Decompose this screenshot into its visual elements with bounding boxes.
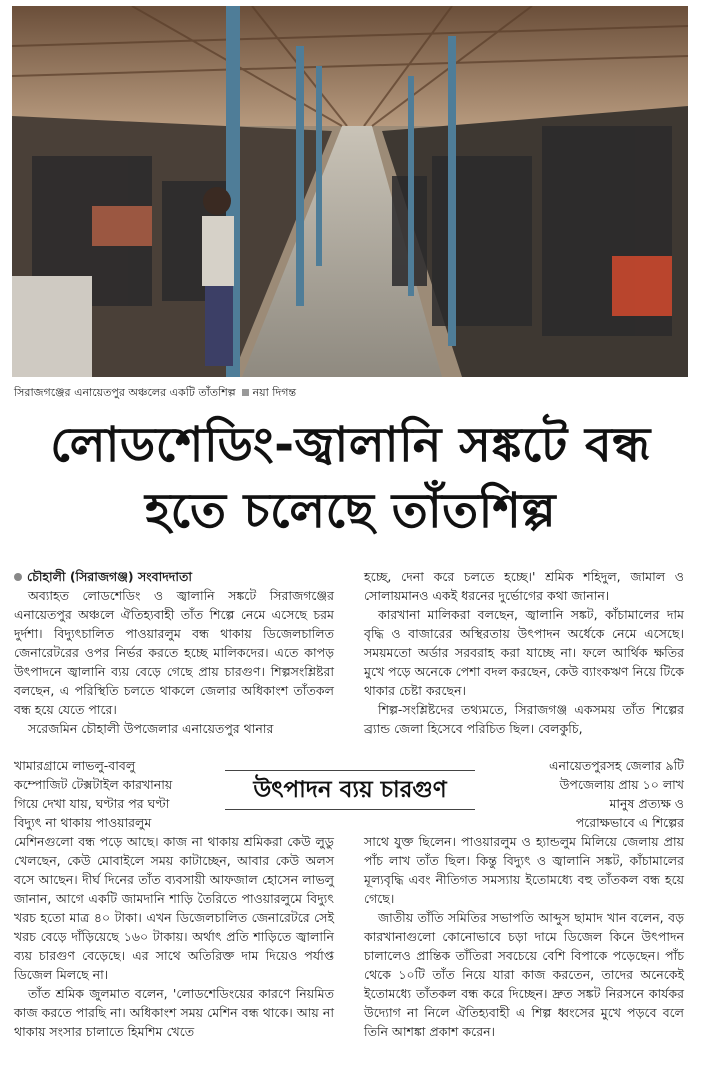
right-fragment-e: পরোক্ষভাবে এ শিল্পের bbox=[575, 815, 684, 830]
photo-caption bbox=[14, 384, 296, 403]
headline-line-2: হতে চলেছে তাঁতশিল্প bbox=[144, 483, 557, 539]
byline-text: চৌহালী (সিরাজগঞ্জ) সংবাদদাতা bbox=[27, 569, 192, 584]
left-paragraph-2-rest: মেশিনগুলো বন্ধ পড়ে আছে। কাজ না থাকায় শ্রমিকরা কেউ লুডু খেলছেন, কেউ মোবাইলে সময় কাটাচ্ছেন, আবার কেউ অলস বসে আছেন। দীর্ঘ দিনের তাঁত ব্যবসায়ী আফজাল হোসেন লাভলু জানান, আগে একটি জামদানি শাড়ি তৈরিতে পাওয়ারলুমে বিদ্যুৎ খরচ হতো মাত্র ৪০ টাকা। এখন ডিজেলচালিত জেনারেটরে সেই খরচ বেড়ে দাঁড়িয়েছে ১৬০ টাকায়। অর্থাৎ প্রতি শাড়িতে জ্বালানি ব্যয় চারগুণ বেড়েছে। এর সাথে অতিরিক্ত দাম দিয়েও পর্যাপ্ত ডিজেল মিলছে না। bbox=[14, 834, 334, 982]
left-fragment-e: বিদ্যুৎ না থাকায় পাওয়ারলুম bbox=[14, 815, 152, 830]
right-column-bottom bbox=[364, 832, 684, 1041]
caption-text: সিরাজগঞ্জের এনায়েতপুর অঞ্চলের একটি তাঁতশিল্প bbox=[14, 386, 236, 399]
left-fragment-d: গিয়ে দেখা যায়, ঘণ্টার পর ঘণ্টা bbox=[14, 796, 170, 811]
right-paragraph-2a: শিল্প-সংশ্লিষ্টদের তথ্যমতে, সিরাজগঞ্জ একসময় তাঁত শিল্পের ব্র্যান্ড জেলা হিসেবে পরিচিত ছিল। বেলকুচি, bbox=[364, 702, 684, 736]
left-paragraph-2a: সরেজমিন চৌহালী উপজেলার এনায়েতপুর থানার bbox=[28, 721, 274, 736]
left-fragment-b: খামারগ্রামে লাভলু-বাবলু bbox=[14, 758, 136, 773]
right-paragraph-0: হচ্ছে, দেনা করে চলতে হচ্ছে।' শ্রমিক শহিদুল, জামাল ও সোলায়মানও একই ধরনের দুর্ভোগের কথা জানান। bbox=[364, 569, 684, 603]
photo-credit: নয়া দিগন্ত bbox=[252, 386, 297, 399]
headline bbox=[0, 412, 701, 544]
left-fragment-c: কম্পোজিট টেক্সটাইল কারখানায় bbox=[14, 777, 173, 792]
right-fragment-b: এনায়েতপুরসহ জেলার ৯টি bbox=[548, 758, 684, 773]
right-fragment-d: মানুষ প্রত্যক্ষ ও bbox=[609, 796, 684, 811]
left-paragraph-3: তাঁত শ্রমিক জুলমাত বলেন, 'লোডশেডিংয়ের কারণে নিয়মিত কাজ করতে পারছি না। অধিকাংশ সময় মেশিন বন্ধ থাকে। আয় না থাকায় সংসার চালাতে হিমশিম খেতে bbox=[14, 986, 334, 1039]
headline-line-1: লোডশেডিং-জ্বালানি সঙ্কটে বন্ধ bbox=[50, 417, 651, 473]
left-column-top bbox=[14, 567, 334, 738]
right-paragraph-2-rest: সাথে যুক্ত ছিলেন। পাওয়ারলুম ও হ্যান্ডলুম মিলিয়ে জেলায় প্রায় পাঁচ লাখ তাঁত ছিল। কিন্তু বিদ্যুৎ ও জ্বালানি সঙ্কট, কাঁচামালের মূল্যবৃদ্ধি এবং নীতিগত সমস্যায় ইতোমধ্যে বহু তাঁতকল বন্ধ হয়ে গেছে। bbox=[364, 834, 684, 906]
right-fragment-c: উপজেলায় প্রায় ১০ লাখ bbox=[559, 777, 684, 792]
right-paragraph-1: কারখানা মালিকরা বলছেন, জ্বালানি সঙ্কট, কাঁচামালের দাম বৃদ্ধি ও বাজারের অস্থিরতায় উৎপাদন অর্ধেকে নেমে এসেছে। সময়মতো অর্ডার সরবরাহ করা যাচ্ছে না। ফলে আর্থিক ক্ষতির মুখে পড়ে অনেকে পেশা বদল করছেন, কেউ ব্যাংকঋণ নিয়ে টিকে থাকার চেষ্টা করছেন। bbox=[364, 607, 684, 698]
left-column-bottom bbox=[14, 832, 334, 1041]
byline bbox=[14, 567, 334, 586]
square-icon bbox=[242, 389, 249, 396]
factory-photo bbox=[12, 6, 688, 377]
right-column-top bbox=[364, 567, 684, 738]
left-paragraph-1: অব্যাহত লোডশেডিং ও জ্বালানি সঙ্কটে সিরাজগঞ্জের এনায়েতপুর অঞ্চলে ঐতিহ্যবাহী তাঁত শিল্পে নেমে এসেছে চরম দুর্দশা। বিদ্যুৎচালিত পাওয়ারলুম বন্ধ থাকায় ডিজেলচালিত জেনারেটরের ওপর নির্ভর করতে হচ্ছে মালিকদের। এতে কাপড় উৎপাদনে জ্বালানি ব্যয় বেড়ে গেছে প্রায় চারগুণ। শিল্পসংশ্লিষ্টরা বলছেন, এ পরিস্থিতি চলতে থাকলে জেলার অধিকাংশ তাঁতকল বন্ধ হয়ে যেতে পারে। bbox=[14, 588, 334, 717]
bullet-icon bbox=[14, 573, 22, 581]
right-paragraph-3: জাতীয় তাঁতি সমিতির সভাপতি আব্দুস ছামাদ খান বলেন, বড় কারখানাগুলো কোনোভাবে চড়া দামে ডিজেল কিনে উৎপাদন চালালেও প্রান্তিক তাঁতিরা সবচেয়ে বেশি বিপাকে পড়েছেন। পাঁচ থেকে ১০টি তাঁত নিয়ে যারা কাজ করতেন, তাদের অনেকেই ইতোমধ্যে তাঁতকল বন্ধ করে দিচ্ছেন। দ্রুত সঙ্কট নিরসনে কার্যকর উদ্যোগ না নিলে ঐতিহ্যবাহী এ শিল্প ধ্বংসের মুখে পড়বে বলে তিনি আশঙ্কা প্রকাশ করেন। bbox=[364, 910, 684, 1039]
subheading: উৎপাদন ব্যয় চারগুণ bbox=[225, 770, 475, 810]
